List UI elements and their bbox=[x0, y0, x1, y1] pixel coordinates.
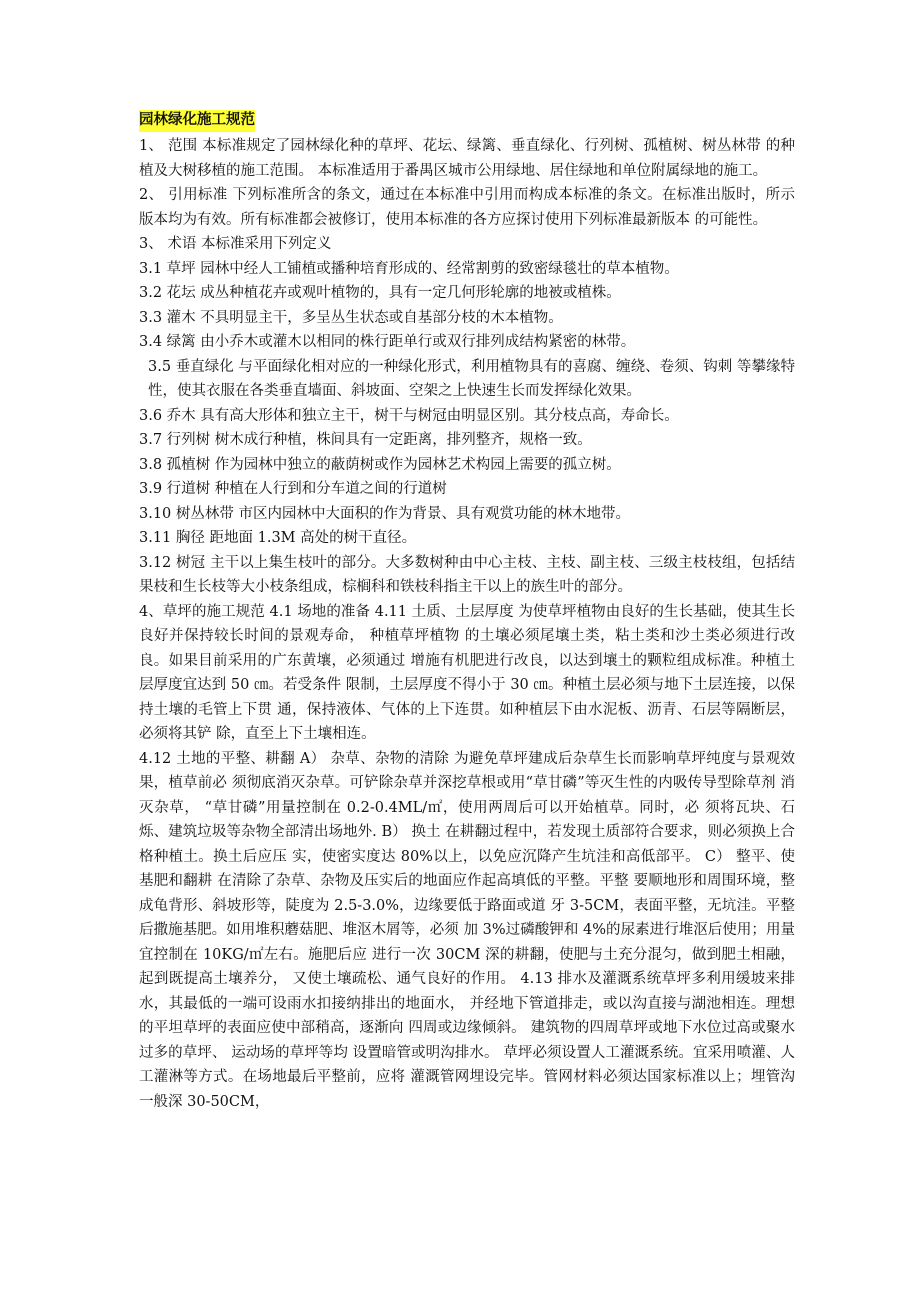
paragraph-3-8: 3.8 孤植树 作为园林中独立的蔽荫树或作为园林艺术构园上需要的孤立树。 bbox=[139, 456, 621, 473]
paragraph-4-12: 4.12 土地的平整、耕翻 A） 杂草、杂物的清除 为避免草坪建成后杂草生长而影响草坪纯度与景观效果，植草前必 须彻底消灭杂草。可铲除杂草并深挖草根或用“草甘磷”等灭生性的内吸传导型除草剂 消灭杂草， “草甘磷”用量控制在 0.2-0.4ML/㎡，使用两周后可以开始植草。同时，必 须将瓦块、石烁、建筑垃圾等杂物全部清出场地外. B） 换土 在耕翻过程中，若发现土质部符合要求，则必须换上合格种植土。换土后应压 实，使密实度达 80%以上，以免应沉降产生坑洼和高低部平。 C） 整平、使基肥和翻耕 在清除了杂草、杂物及压实后的地面应作起高填低的平整。平整 要顺地形和周围环境，整成龟背形、斜坡形等，陡度为 2.5-3.0%，边缘要低于路面或道 牙 3-5CM，表面平整，无坑洼。平整后撒施基肥。如用堆积蘑菇肥、堆沤木屑等，必须 加 3%过磷酸钾和 4%的尿素进行堆沤后使用；用量宜控制在 10KG/㎡左右。施肥后应 进行一次 30CM 深的耕翻，使肥与土充分混匀，做到肥土相融，起到既提高土壤养分， 又使土壤疏松、通气良好的作用。 4.13 排水及灌溉系统草坪多利用缓坡来排水，其最低的一端可设雨水扣接纳排出的地面水， 并经地下管道排走，或以沟直接与湖池相连。理想的平坦草坪的表面应使中部稍高，逐渐向 四周或边缘倾斜。 建筑物的四周草坪或地下水位过高或聚水过多的草坪、 运动场的草坪等均 设置暗管或明沟排水。 草坪必须设置人工灌溉系统。宜采用喷灌、人工灌淋等方式。在场地最后平整前，应将 灌溉管网埋设完毕。管网材料必须达国家标准以上；埋管沟一般深 30-50CM， bbox=[139, 750, 795, 1110]
paragraph-3-3: 3.3 灌木 不具明显主干，多呈丛生状态或自基部分枝的木本植物。 bbox=[139, 309, 563, 326]
document-page bbox=[139, 109, 800, 1114]
paragraph-3-6: 3.6 乔木 具有高大形体和独立主干，树干与树冠由明显区别。其分枝点高，寿命长。 bbox=[139, 407, 679, 424]
paragraph-3-7: 3.7 行列树 树木成行种植，株间具有一定距离，排列整齐，规格一致。 bbox=[139, 432, 592, 448]
paragraph-terms: 3、 术语 本标准采用下列定义 bbox=[139, 236, 332, 252]
paragraph-3-4: 3.4 绿篱 由小乔木或灌木以相同的株行距单行或双行排列成结构紧密的林带。 bbox=[139, 334, 636, 350]
paragraph-3-10: 3.10 树丛林带 市区内园林中大面积的作为背景、具有观赏功能的林木地带。 bbox=[139, 505, 631, 522]
paragraph-3-11: 3.11 胸径 距地面 1.3M 高处的树干直径。 bbox=[139, 530, 417, 546]
document-title: 园林绿化施工规范 bbox=[139, 110, 255, 132]
paragraph-3-9: 3.9 行道树 种植在人行到和分车道之间的行道树 bbox=[139, 481, 447, 497]
paragraph-3-2: 3.2 花坛 成丛种植花卉或观叶植物的，具有一定几何形轮廓的地被或植株。 bbox=[139, 285, 621, 301]
paragraph-3-12: 3.12 树冠 主干以上集生枝叶的部分。大多数树种由中心主枝、主枝、副主枝、三级主枝枝组，包括结果枝和生长枝等大小枝条组成，棕榈科和铁枝科指主干以上的族生叶的部分。 bbox=[139, 554, 795, 595]
paragraph-lawn-construction: 4、草坪的施工规范 4.1 场地的准备 4.11 土质、土层厚度 为使草坪植物由良好的生长基础，使其生长良好并保持较长时间的景观寿命， 种植草坪植物 的土壤必须尾壤土类，粘土类和沙土类必须进行改良。如果目前采用的广东黄壤，必须通过 增施有机肥进行改良，以达到壤土的颗粒组成标准。种植土层厚度宜达到 50 ㎝。若受条件 限制，土层厚度不得小于 30 ㎝。种植土层必须与地下土层连接，以保持土壤的毛管上下贯 通，保持液体、气体的上下连贯。如种植层下由水泥板、沥青、石层等隔断层，必须将其铲 除，直至上下土壤相连。 bbox=[139, 603, 795, 742]
paragraph-3-5: 3.5 垂直绿化 与平面绿化相对应的一种绿化形式，利用植物具有的喜腐、缠绕、卷须、钩刺 等攀缘特性，使其衣服在各类垂直墙面、斜坡面、空架之上快速生长而发挥绿化效果。 bbox=[148, 358, 795, 399]
paragraph-3-1: 3.1 草坪 园林中经人工铺植或播种培育形成的、经常割剪的致密绿毯壮的草本植物。 bbox=[139, 260, 679, 277]
paragraph-references: 2、 引用标准 下列标准所含的条文，通过在本标准中引用而构成本标准的条文。在标准出版时，所示 版本均为有效。所有标准都会被修订，使用本标准的各方应探讨使用下列标准最新版本 的可能性。 bbox=[139, 187, 800, 228]
paragraph-scope: 1、 范围 本标准规定了园林绿化种的草坪、花坛、绿篱、垂直绿化、行列树、孤植树、树丛林带 的种植及大树移植的施工范围。 本标准适用于番禺区城市公用绿地、居住绿地和单位附属绿地的施工。 bbox=[139, 138, 795, 179]
